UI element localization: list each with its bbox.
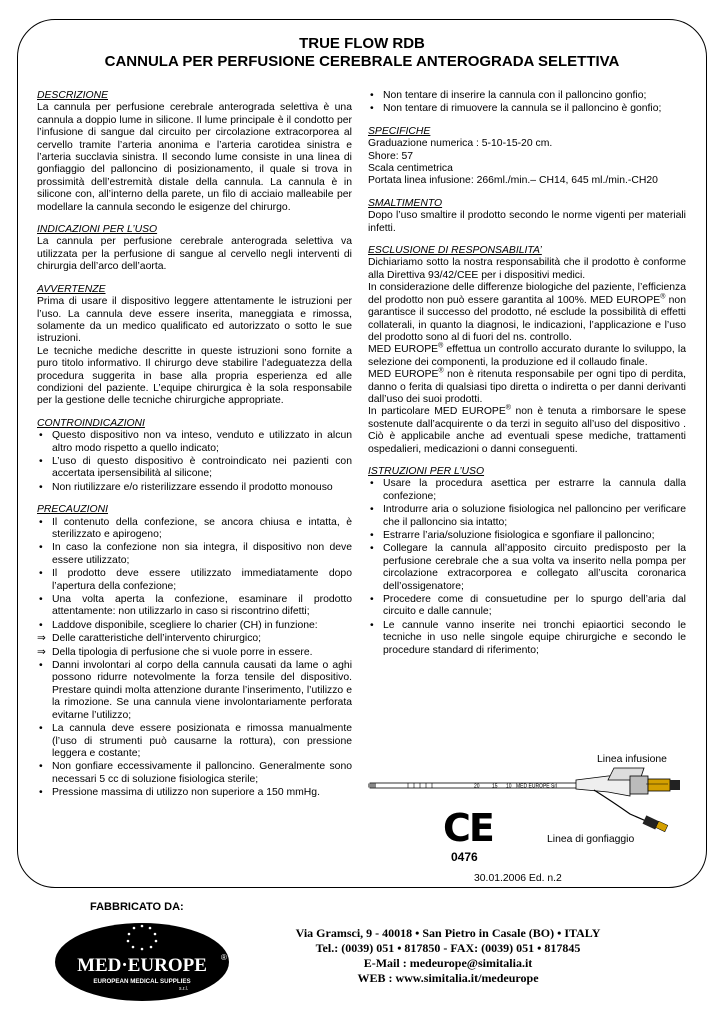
heading-indicazioni: INDICAZIONI PER L’USO (37, 224, 158, 236)
logo-sub: EUROPEAN MEDICAL SUPPLIES (93, 978, 191, 985)
list-item: • Collegare la cannula all’apposito circuito predisposto per la perfusione cerebrale che a sua volta va inserito nella pompa per circolazione extracorporea e collegato all’uscita coronarica dell’ossigenatore; (368, 543, 686, 593)
ce-mark: CE (443, 806, 493, 850)
logo-reg: ® (221, 953, 227, 962)
heading-esclusione: ESCLUSIONE DI RESPONSABILITA’ (368, 245, 542, 257)
heading-specifiche: SPECIFICHE (368, 125, 431, 137)
indicazioni-text: La cannula per perfusione cerebrale anterograda selettiva va utilizzata per la perfusione di sangue al cervello negli interventi di chirurgia dell’arco dell’aorta. (37, 236, 352, 273)
list-item: • Le cannule vanno inserite nei tronchi epiaortici secondo le tecniche in uso nelle singole equipe chirurgiche e secondo le procedure standard di riferimento; (368, 620, 686, 657)
cannula-mark: 10 (506, 783, 512, 790)
right-column (368, 90, 686, 667)
descrizione-text: La cannula per perfusione cerebrale anterograda selettiva è una cannula a doppio lume in silicone. Il lume principale è il condotto per l’infusione di sangue dal circuito per circolazione extracorporea al cervello tramite l’arteria anonima e l’arteria carotidea sinistra e l’arteria succlavia sinistra. Il secondo lume consiste in una linea di gonfiaggio del palloncino di posizionamento, il quale si trova in prossimità dell’estremità distale della cannula. La cannula è in silicone con, all’interno della parete, un filo di acciaio malleabile per modellare la cannula secondo le esigenze del chirurgo. (37, 102, 352, 213)
cannula-tip (368, 784, 376, 788)
list-item: • Non riutilizzare e/o risterilizzare essendo il prodotto monouso (37, 482, 352, 494)
cannula-mark: MED EUROPE Srl (516, 783, 558, 790)
avvertenze-text-1: Prima di usare il dispositivo leggere attentamente le istruzioni per l’uso. La cannula deve essere inserita, maneggiata e rimossa, solamente da un medico qualificato ed autorizzato o sotto le sue istruzioni. (37, 296, 352, 345)
section-indicazioni (37, 224, 352, 274)
esclusione-text-5: In particolare MED EUROPE® non è tenuta a rimborsare le spese sostenute dall’acquirente o da terzi in seguito all’uso del dispositivo . Ciò è applicabile anche ad eventuali spese mediche, trattamenti ospedalieri, medicazioni o danni conseguenti. (368, 404, 686, 455)
smaltimento-text: Dopo l’uso smaltire il prodotto secondo le norme vigenti per materiali infetti. (368, 210, 686, 234)
edition-date: 30.01.2006 Ed. n.2 (474, 873, 562, 884)
list-subitem: ⇒ Delle caratteristiche dell’intervento chirurgico; (37, 633, 352, 645)
list-item: • La cannula deve essere posizionata e rimossa manualmente (l’uso di strumenti può causarne la rottura), con pressione leggera e costante; (37, 723, 352, 760)
precauzioni-list (37, 517, 352, 800)
spec-line: Graduazione numerica : 5-10-15-20 cm. (368, 138, 553, 150)
logo-name: MED·EUROPE (77, 955, 207, 976)
esclusione-text-3: MED EUROPE® effettua un controllo accurato durante lo sviluppo, la selezione dei componenti, la produzione ed il collaudo finale. (368, 342, 687, 368)
section-avvertenze (37, 284, 352, 408)
list-item: • Non tentare di rimuovere la cannula se il palloncino è gonfio; (368, 103, 686, 115)
esclusione-text-4: MED EUROPE® non è ritenuta responsabile per ogni tipo di perdita, danno o ferita di qualsiasi tipo diretta o indiretta o per danni derivanti dall’uso dei suoi prodotti. (368, 367, 687, 405)
list-item: • Una volta aperta la confezione, esaminare il prodotto attentamente: non utilizzarlo in caso si riscontrino difetti; (37, 594, 352, 619)
section-descrizione (37, 90, 352, 214)
section-precauzioni-cont (368, 90, 686, 116)
list-item: • Non tentare di inserire la cannula con il palloncino gonfio; (368, 90, 686, 102)
list-item: • L’uso di questo dispositivo è controindicato nei pazienti con accertata ipersensibilità al silicone; (37, 456, 352, 481)
address-line: Via Gramsci, 9 - 40018 • San Pietro in Casale (BO) • ITALY (295, 926, 601, 940)
list-item: • Questo dispositivo non va inteso, venduto e utilizzato in alcun altro modo rispetto a quello indicato; (37, 430, 352, 455)
maker-label: FABBRICATO DA: (90, 901, 184, 913)
section-smaltimento (368, 198, 686, 235)
cannula-tube (370, 783, 600, 788)
logo-srl: s.r.l. (179, 986, 189, 992)
phone-fax-line: Tel.: (0039) 051 • 817850 - FAX: (0039) 051 • 817845 (315, 941, 581, 955)
left-column (37, 90, 352, 810)
section-istruzioni (368, 466, 686, 657)
list-item: • Non gonfiare eccessivamente il palloncino. Generalmente sono necessari 5 cc di soluzione fisiologica sterile; (37, 761, 352, 786)
avvertenze-text-2: Le tecniche mediche descritte in queste istruzioni sono fornite a puro titolo informativo. Il chirurgo deve stabilire l’adeguatezza della procedura suggerita in base alla propria esperienza ed alle condizioni del paziente. L’equipe chirurgica è la sola responsabile per la gestione delle tecniche chirurgiche appropriate. (37, 345, 352, 407)
med-europe-logo (53, 920, 231, 1002)
product-title: TRUE FLOW RDB (299, 35, 425, 52)
list-item: • Laddove disponibile, scegliere lo charier (CH) in funzione: (37, 620, 352, 632)
list-item: • Il prodotto deve essere utilizzato immediatamente dopo l’apertura della confezione; (37, 568, 352, 593)
list-item: • Procedere come di consuetudine per lo spurgo dell’aria dal circuito e dalle cannule; (368, 594, 686, 619)
section-controindicazioni (37, 418, 352, 494)
cannula-mark: 20 (474, 783, 480, 790)
spec-line: Portata linea infusione: 266ml./min.– CH14, 645 ml./min.-CH20 (368, 175, 658, 187)
manufacturer-address (268, 926, 628, 986)
email-line: E-Mail : medeurope@simitalia.it (363, 956, 533, 970)
product-subtitle: CANNULA PER PERFUSIONE CEREBRALE ANTEROGRADA SELETTIVA (104, 53, 620, 70)
section-esclusione (368, 245, 686, 456)
list-subitem: ⇒ Della tipologia di perfusione che si vuole porre in essere. (37, 647, 352, 659)
heading-avvertenze: AVVERTENZE (37, 283, 106, 295)
esclusione-text-2: In considerazione delle differenze biologiche del paziente, l’efficienza del prodotto non può essere garantita al 100%. MED EUROPE® non garantisce il successo del prodotto, né esclude la possibilità di effetti collaterali, in quanto la diagnosi, le indicazioni, l’applicazione e l’uso del prodotto sono al di fuori del ns. controllo. (368, 282, 686, 343)
istruzioni-list (368, 478, 686, 657)
section-specifiche (368, 126, 686, 188)
list-item: • Estrarre l’aria/soluzione fisiologica e sgonfiare il palloncino; (368, 530, 686, 542)
section-precauzioni (37, 504, 352, 799)
list-item: • Introdurre aria o soluzione fisiologica nel palloncino per verificare che il palloncino sia intatto; (368, 504, 686, 529)
list-item: • Pressione massima di utilizzo non superiore a 150 mmHg. (37, 787, 352, 799)
heading-descrizione: DESCRIZIONE (37, 90, 109, 101)
list-item: • Usare la procedura asettica per estrarre la cannula dalla confezione; (368, 478, 686, 503)
esclusione-text-1: Dichiariamo sotto la nostra responsabilità che il prodotto è conforme alla Direttiva 93/42/CEE per i dispositivi medici. (368, 257, 686, 281)
connector (630, 776, 648, 794)
spec-line: Scala centimetrica (368, 163, 453, 175)
heading-controindicazioni: CONTROINDICAZIONI (37, 417, 145, 429)
label-linea-gonfiaggio: Linea di gonfiaggio (547, 834, 635, 845)
spec-line: Shore: 57 (368, 150, 414, 162)
precauzioni-cont-list (368, 90, 686, 116)
heading-smaltimento: SMALTIMENTO (368, 197, 443, 209)
cannula-illustration (368, 766, 688, 836)
web-line: WEB : www.simitalia.it/medeurope (357, 971, 539, 985)
list-item: • In caso la confezione non sia integra, il dispositivo non deve essere utilizzato; (37, 542, 352, 567)
heading-precauzioni: PRECAUZIONI (37, 504, 109, 516)
list-item: • Danni involontari al corpo della cannula causati da lame o aghi possono ridurre notevolmente la forza tensile del dispositivo. Prestare quindi molta attenzione durante l’inserimento, l’utilizzo e la rimozione. Se una cannula viene involontariamente perforata evitarne l’utilizzo; (37, 660, 352, 722)
cannula-mark: 15 (492, 783, 498, 790)
label-linea-infusione: Linea infusione (597, 754, 667, 765)
notified-body-number: 0476 (451, 850, 478, 864)
controindicazioni-list (37, 430, 352, 494)
list-item: • Il contenuto della confezione, se ancora chiusa e intatta, è sterilizzato e apirogeno; (37, 517, 352, 542)
heading-istruzioni: ISTRUZIONI PER L’USO (368, 465, 485, 477)
